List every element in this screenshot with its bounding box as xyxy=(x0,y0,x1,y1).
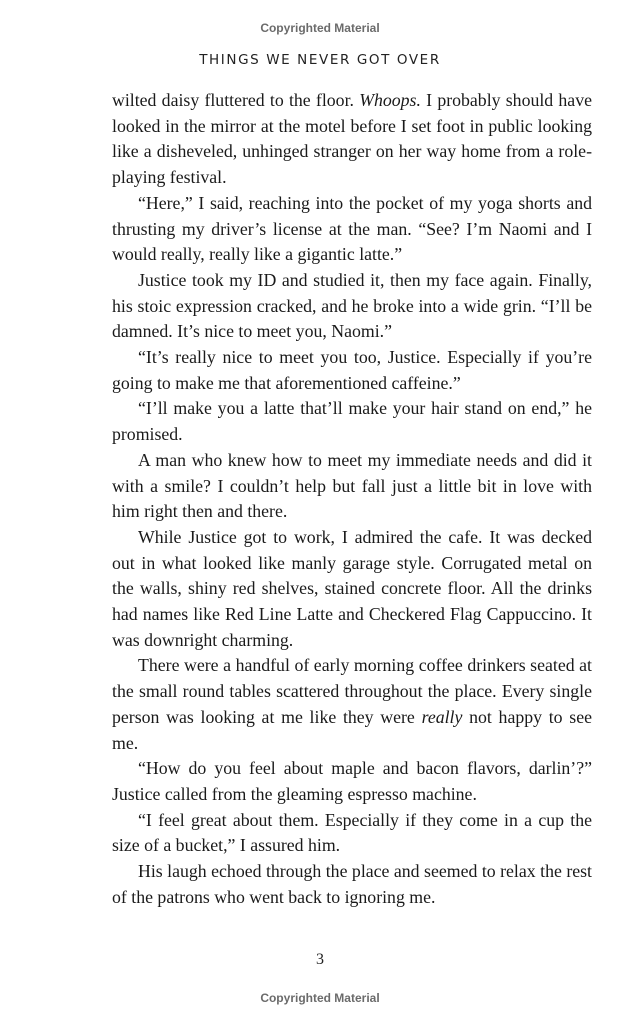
paragraph xyxy=(112,345,592,396)
paragraph xyxy=(112,448,592,525)
paragraph xyxy=(112,808,592,859)
body-text xyxy=(112,88,592,911)
paragraph xyxy=(112,859,592,910)
text-run: wilted daisy fluttered to the floor. xyxy=(112,90,360,110)
text-run: “I feel great about them. Especially if they come in a cup the size of a bucket,” I assured him. xyxy=(112,809,592,856)
text-run: Justice took my ID and studied it, then my face again. Finally, his stoic expression cracked, and he broke into a wide grin. “I’ll be damned. It’s nice to meet you, Naomi.” xyxy=(112,269,592,342)
text-run: “How do you feel about maple and bacon flavors, darlin’?” Justice called from the gleaming espresso machine. xyxy=(112,758,592,804)
paragraph xyxy=(112,653,592,756)
running-head: THINGS WE NEVER GOT OVER xyxy=(199,52,441,68)
copyright-notice-top: Copyrighted Material xyxy=(260,21,380,35)
copyright-notice-bottom: Copyrighted Material xyxy=(260,991,380,1005)
text-run: “Here,” I said, reaching into the pocket of my yoga shorts and thrusting my driver’s license at the man. “See? I’m Naomi and I would really, really like a gigantic latte.” xyxy=(112,192,592,265)
paragraph xyxy=(112,756,592,807)
paragraph xyxy=(112,525,592,654)
page-number: 3 xyxy=(316,951,324,968)
text-run: While Justice got to work, I admired the cafe. It was decked out in what looked like manly garage style. Corrugated metal on the walls, shiny red shelves, stained concrete floor. All the drinks had names like Red Line Latte and Checkered Flag Cappuccino. It was downright charming. xyxy=(112,526,592,650)
text-run: not happy to see me. xyxy=(112,706,592,753)
text-run: A man who knew how to meet my immediate needs and did it with a smile? I couldn’t help but fall just a little bit in love with him right then and there. xyxy=(112,449,592,522)
italic-text: really xyxy=(421,706,463,727)
text-run: His laugh echoed through the place and seemed to relax the rest of the patrons who went back to ignoring me. xyxy=(112,861,592,907)
paragraph xyxy=(112,191,592,268)
text-run: I probably should have looked in the mirror at the motel before I set foot in public looking like a disheveled, unhinged stranger on her way home from a role-playing festival. xyxy=(112,90,592,188)
text-run: “I’ll make you a latte that’ll make your hair stand on end,” he promised. xyxy=(112,398,592,445)
paragraph xyxy=(112,88,592,191)
italic-text: Whoops. xyxy=(359,90,421,110)
paragraph xyxy=(112,268,592,345)
text-run: There were a handful of early morning coffee drinkers seated at the small round tables scattered throughout the place. Every single person was looking at me like they were xyxy=(112,655,592,727)
text-run: “It’s really nice to meet you too, Justice. Especially if you’re going to make me that aforementioned caffeine.” xyxy=(112,347,592,393)
paragraph xyxy=(112,396,592,447)
